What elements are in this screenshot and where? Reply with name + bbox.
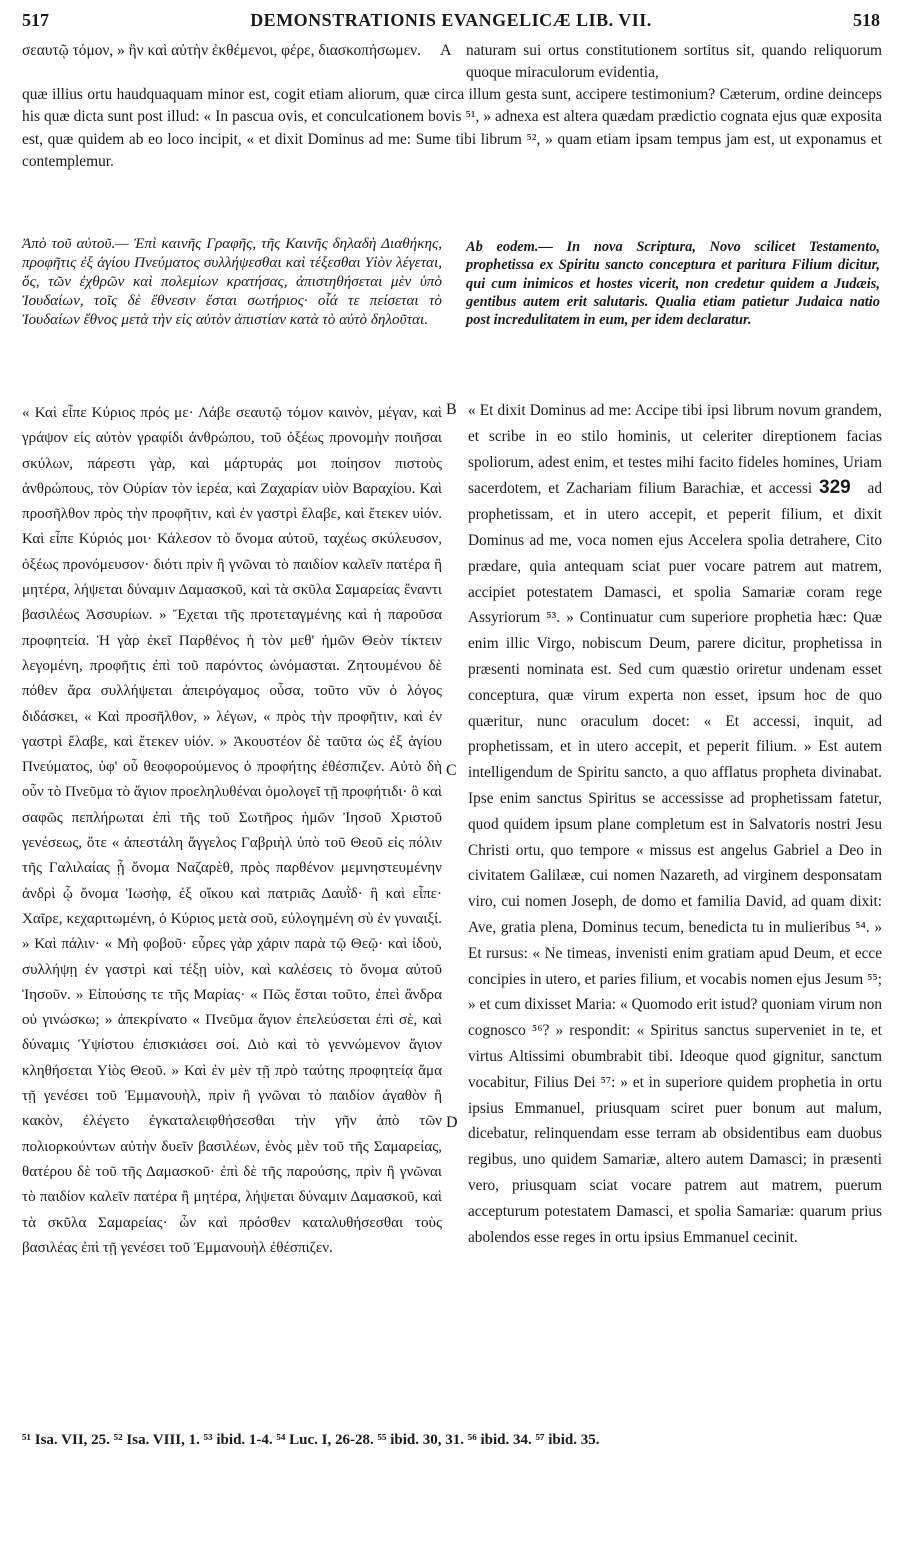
- margin-marker-a: A: [440, 42, 452, 59]
- section-heading-latin: Ab eodem.— In nova Scriptura, Novo scilicet Testamento, prophetissa ex Spiritu sancto conceptura et paritura Filium dicitur, qui cum inimicos et hostes vicerit, non credetur quidem a Judæis, gentibus autem erit salutaris. Qualia etiam patietur Judaica natio post incredulitatem in eum, per idem declaratur.: [466, 239, 880, 329]
- greek-main-text: « Καὶ εἶπε Κύριος πρός με· Λάβε σεαυτῷ τόμον καινὸν, μέγαν, καὶ γράψον εἰς αὐτὸν γραφίδι ἀνθρώπου, τοῦ ὀξέως προνομὴν ποιῆσαι σκύλων, πάρεστι γὰρ, καὶ μάρτυράς μοι ποίησον πιστοὺς ἀνθρώπους, τὸν Οὐρίαν τὸν ἱερέα, καὶ Ζαχαρίαν υἱὸν Βαραχίου. Καὶ προσῆλθον πρὸς τὴν προφῆτιν, καὶ ἐν γαστρὶ ἔλαβε, καὶ ἔτεκεν υἱόν. Καὶ εἶπε Κύριός μοι· Κάλεσον τὸ ὄνομα αὐτοῦ, ταχέως σκύλευσον, ὀξέως προνόμευσον· διότι πρὶν ἢ γνῶναι τὸ παιδίον καλεῖν πατέρα ἢ μητέρα, λήψεται δύναμιν Δαμασκοῦ, καὶ τὰ σκῦλα Σαμαρείας ἔναντι βασιλέως Ἀσσυρίων. » Ἔχεται τῆς προτεταγμένης καὶ ἡ παροῦσα προφητεία. Ἡ γὰρ ἐκεῖ Παρθένος ἡ τὸν μεθ' ἡμῶν Θεὸν τίκτειν λεγομένη, προφῆτις ἐπὶ τοῦ παρόντος ὠνόμασται. Ζητουμένου δὲ πόθεν ἄρα συλλήψεται ἀπειρόγαμος οὖσα, τοῦτο νῦν ὁ λόγος διδάσκει, « Καὶ προσῆλθον, » λέγων, « πρὸς τὴν προφῆτιν, καὶ ἐν γαστρὶ ἔλαβε, καὶ ἔτεκεν υἱόν. » Ἀκουστέον δὲ ταῦτα ὡς ἐξ ἁγίου Πνεύματος, ὑφ' οὗ θεοφορούμενος ὁ προφήτης ἐθέσπιζεν. Αὐτὸ δὴ οὖν τὸ Πνεῦμα τὸ ἅγιον προεληλυθέναι ὁμολογεῖ τῇ προφήτιδι· ὃ καὶ σαφῶς πεπλήρωται ἐπὶ τῆς τοῦ Σωτῆρος ἡμῶν Ἰησοῦ Χριστοῦ γενέσεως, ὅτε « ἀπεστάλη ἄγγελος Γαβριὴλ ὑπὸ τοῦ Θεοῦ εἰς πόλιν τῆς Γαλιλαίας ᾗ ὄνομα Ναζαρὲθ, πρὸς παρθένον μεμνηστευμένην ἀνδρὶ ᾧ ὄνομα Ἰωσὴφ, ἐξ οἴκου καὶ πατριᾶς Δαυῒδ· ἣ καὶ εἶπε· Χαῖρε, κεχαριτωμένη, ὁ Κύριος μετὰ σοῦ, εὐλογημένη σὺ ἐν γυναιξί. » Καὶ πάλιν· « Μὴ φοβοῦ· εὗρες γὰρ χάριν παρὰ τῷ Θεῷ· καὶ ἰδοὺ, συλλήψῃ ἐν γαστρὶ καὶ τέξῃ υἱὸν, καὶ καλέσεις τὸ ὄνομα αὐτοῦ Ἰησοῦν. » Εἰπούσης τε τῆς Μαρίας· « Πῶς ἔσται τοῦτο, ἐπεὶ ἄνδρα οὐ γινώσκω; » ἀπεκρίνατο « Πνεῦμα ἅγιον ἐπελεύσεται ἐπὶ σὲ, καὶ δύναμις Ὑψίστου ἐπισκιάσει σοί. Διὸ καὶ τὸ γεννώμενον ἅγιον κληθήσεται Υἱὸς Θεοῦ. » Καὶ ἐν μὲν τῇ πρὸ ταύτης προφητείᾳ ἅμα τῇ γενέσει τοῦ Ἐμμανουὴλ, πρὶν ἢ γνῶναι τὸ παιδίον ἀγαθὸν ἢ κακὸν, ἐλέγετο ἐγκαταλειφθήσεσθαι τὴν γῆν ἀπὸ τῶν πολιορκούντων αὐτὴν δυεῖν βασιλέων, ἑνὸς μὲν τοῦ τῆς Σαμαρείας, θατέρου δὲ τοῦ τῆς Δαμασκοῦ· ἐπὶ δὲ τῆς παρούσης, πρὶν ἢ γνῶναι τὸ παιδίον καλεῖν πατέρα ἢ μητέρα, λήψεται δύναμιν Δαμασκοῦ, καὶ τὰ σκῦλα Σαμαρείας· ὧν καὶ πρόσθεν καταλυθήσεσθαι τοὺς βασιλέας ἐπὶ τῇ γενέσει τοῦ Ἐμμανουὴλ ἐθέσπιζεν.: [22, 405, 442, 1256]
- margin-marker-c: C: [446, 762, 457, 779]
- running-header: [22, 6, 880, 34]
- margin-marker-d: D: [446, 1114, 458, 1131]
- footnotes: ⁵¹ Isa. VII, 25. ⁵² Isa. VIII, 1. ⁵³ ibid. 1-4. ⁵⁴ Luc. I, 26-28. ⁵⁵ ibid. 30, 31. ⁵⁶ ibid. 34. ⁵⁷ ibid. 35.: [22, 1432, 600, 1448]
- top-latin-text: naturam sui ortus constitutionem sortitus sit, quando reliquorum quoque miraculorum evidentia,: [466, 42, 882, 82]
- latin-paragraph-rest: ad prophetissam, et in utero accepit, et peperit filium, et dixit Dominus ad me, voca nomen ejus Accelera spolia detrahere, Cito prædare, quia antequam sciat puer vocare patrem aut matrem, accipiet potestatem Damasci, et spolia Samariæ coram rege Assyriorum ⁵³. » Continuatur cum superiore prophetia hæc: Quæ enim illic Virgo, nobiscum Deum, parere dicitur, prophetissa in præsenti nominata est. Sed cum quæstio oriretur undenam esset conceptura, quæ virum experta non esset, ipsum hoc de quo quæritur, nunc oraculum docet: « Et accessi, inquit, ad prophetissam, et in utero accepit, et peperit filium. » Est autem intelligendum de Spiritu sancto, a quo afflatus propheta divinabat. Ipse enim sanctus Spiritus se accessisse ad prophetissam fatetur, quod quidem ipsum plane completum est in Salvatoris nostri Jesu Christi ortu, quo tempore « missus est angelus Gabriel a Deo in civitatem Galilææ, cui nomen Nazareth, ad virginem desponsatam viro, cui nomen Joseph, de domo et familia David, ad quam dixit: Ave, gratia plena, Dominus tecum, benedicta tu in mulieribus ⁵⁴. » Et rursus: « Ne timeas, invenisti enim gratiam apud Deum, et ecce concipies in utero, et paries filium, et vocabis nomen ejus Jesum ⁵⁵; » et cum dixisset Maria: « Quomodo erit istud? quoniam virum non cognosco ⁵⁶? » respondit: « Spiritus sanctus superveniet in te, et virtus Altissimi obumbrabit tibi. Ideoque quod gignitur, sanctum vocabitur, Filius Dei ⁵⁷: » et in superiore quidem prophetia in ortu ipsius Emmanuel, priusquam sciret puer bonum aut malum, dicebatur, relinquendam esse terram ab obsidentibus eam duobus regibus, uno quidem Samariæ, altero autem Damasci; in præsenti vero, priusquam sciat vocare patrem aut matrem, puerum accepturum potestatem Damasci, et spolia Samariæ: quarum prius abolendos esse reges in ortu ipsius Emmanuel cecinit.: [468, 480, 882, 1246]
- right-page-number: 518: [853, 10, 880, 30]
- migne-page-number: 329: [819, 477, 851, 499]
- latin-paragraph-start: « Et dixit Dominus ad me: Accipe tibi ipsi librum novum grandem, et scribe in eo stilo hominis, ut celeriter direptionem facias spoliorum, adest enim, et testes mihi facito fideles homines, Uriam sacerdotem, et Zachariam filium Barachiæ, et accessi: [468, 402, 882, 498]
- latin-main-text: [468, 398, 882, 1250]
- top-latin-continuation: quæ illius ortu haudquaquam minor est, cogit etiam aliorum, quæ circa illum gesta sunt, accipere testimonium? Cæterum, ordine deinceps his quæ dicta sunt post illud: « In pascua ovis, et conculcationem bovis ⁵¹, » adnexa est altera quædam prædictio cognata ejus quæ exposita est, quæ quidem ab eo loco incipit, « et dixit Dominus ad me: Sume tibi librum ⁵², » quam etiam ipsam tempus jam est, ut exponamus et contemplemur.: [22, 86, 882, 170]
- greek-main-column: [22, 401, 442, 1261]
- section-heading-greek: Ἀπὸ τοῦ αὐτοῦ.— Ἐπὶ καινῆς Γραφῆς, τῆς Καινῆς δηλαδὴ Διαθήκης, προφῆτις ἐξ ἁγίου Πνεύματος συλλήψεσθαι καὶ τέξεσθαι Υἱὸν λέγεται, ὅς, τῶν ἐχθρῶν καὶ πολεμίων κρατήσας, ἀπιστηθήσεται μὲν ὑπὸ Ἰουδαίων, τοῖς δὲ ἔθνεσιν ἔσται σωτήριος· οἷά τε πείσεται τὸ Ἰουδαίων ἔθνος μετὰ τὴν εἰς αὐτὸν ἀπιστίαν κατὰ τὸ αὐτὸ δηλοῦται.: [22, 235, 442, 328]
- left-page-number: 517: [22, 10, 49, 30]
- top-greek-text: σεαυτῷ τόμον, » ἣν καὶ αὐτὴν ἐκθέμενοι, φέρε, διασκοπήσωμεν.: [22, 42, 421, 59]
- latin-main-column: [468, 398, 882, 1250]
- running-title: DEMONSTRATIONIS EVANGELICÆ LIB. VII.: [250, 10, 652, 30]
- margin-marker-b: B: [446, 401, 457, 418]
